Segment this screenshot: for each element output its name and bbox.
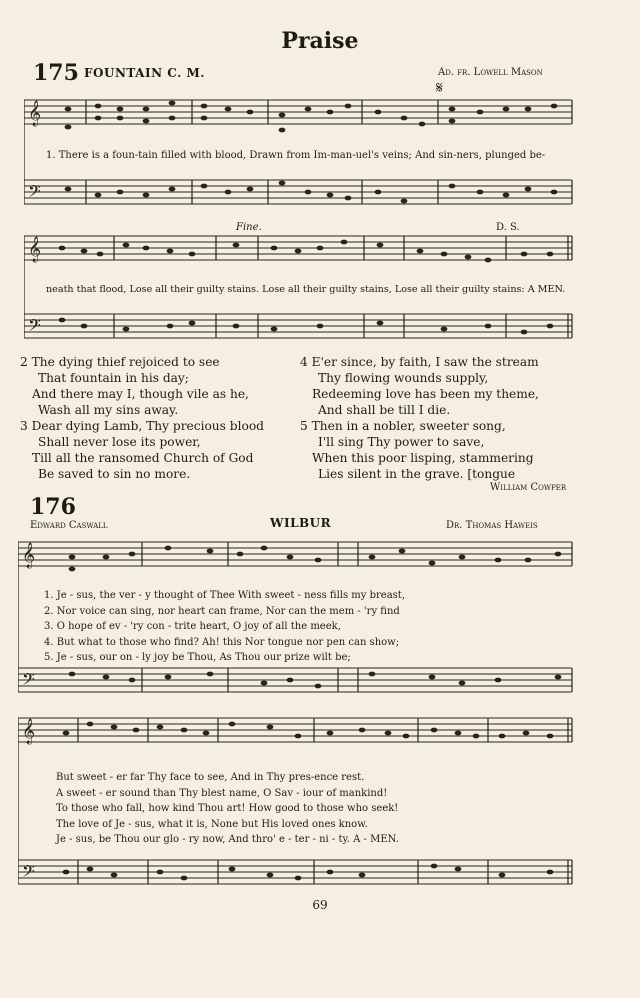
hymn-175-lyrics-line-2: neath that flood, Lose all their guilty stains. Lose all their guilty stains, Lose all their guilty stains: A MEN. xyxy=(46,284,566,295)
svg-text:𝄞: 𝄞 xyxy=(22,543,36,568)
hymn-175-credit: Ad. fr. Lowell Mason xyxy=(438,67,543,78)
hymn-175-number: 175 xyxy=(33,60,79,86)
section-title: Praise xyxy=(281,28,359,54)
hymn-175-verse-3: 3 Dear dying Lamb, Thy precious blood Shall never lose its power, Till all the ransomed Church of God Be saved to sin no more. xyxy=(20,419,264,481)
svg-text:𝄞: 𝄞 xyxy=(28,237,42,262)
page-number: 69 xyxy=(312,898,328,912)
hymn-175-author: William Cowper xyxy=(490,482,567,493)
fine-mark: Fine. xyxy=(236,222,262,233)
hymn-175-verse-2: 2 The dying thief rejoiced to see That fountain in his day; And there may I, though vile as he, Wash all my sins away. xyxy=(20,355,249,417)
svg-text:𝄞: 𝄞 xyxy=(22,719,36,744)
hymn-176-tune: WILBUR xyxy=(270,516,332,530)
svg-text:𝄞: 𝄞 xyxy=(28,101,42,126)
hymn-176-system-2-lyrics: But sweet - er far Thy face to see, And in Thy pres-ence rest. A sweet - er sound than Thy blest name, O Sav - iour of mankind! To those who fall, how kind Thou art! How good to those who seek! The love of Je - sus, what it is, None but His loved ones know. Je - sus, be Thou our glo - ry now, And thro' e - ter - ni - ty. A - MEN. xyxy=(56,772,399,845)
hymn-175-verse-4: 4 E'er since, by faith, I saw the stream Thy flowing wounds supply, Redeeming love has been my theme, And shall be till I die. xyxy=(300,355,539,417)
hymn-176-credit-right: Dr. Thomas Haweis xyxy=(446,520,538,531)
hymn-176-system-1-lyrics: 1. Je - sus, the ver - y thought of Thee With sweet - ness fills my breast, 2. Nor voice can sing, nor heart can frame, Nor can the mem - 'ry find 3. O hope of ev - 'ry con - trite heart, O joy of all the meek, 4. But what to those who find? Ah! this Nor tongue nor pen can show; 5. Je - sus, our on - ly joy be Thou, As Thou our prize wilt be; xyxy=(44,590,405,663)
svg-text:𝄢: 𝄢 xyxy=(22,861,35,885)
hymn-175-verse-5: 5 Then in a nobler, sweeter song, I'll sing Thy power to save, When this poor lisping, stammering Lies silent in the grave. [tongue xyxy=(300,419,534,481)
hymn-176-credit-left: Edward Caswall xyxy=(30,520,108,531)
hymn-176-number: 176 xyxy=(30,494,76,520)
hymn-175-lyrics-line-1: 1. There is a foun-tain filled with blood, Drawn from Im-man-uel's veins; And sin-ners, plunged be- xyxy=(46,150,546,161)
segno-icon: 𝄋 xyxy=(436,78,443,97)
svg-text:𝄢: 𝄢 xyxy=(22,669,35,693)
ds-mark: D. S. xyxy=(496,222,520,233)
hymn-175-tune: FOUNTAIN C. M. xyxy=(84,66,205,80)
svg-text:𝄢: 𝄢 xyxy=(28,181,41,205)
svg-text:𝄢: 𝄢 xyxy=(28,315,41,339)
